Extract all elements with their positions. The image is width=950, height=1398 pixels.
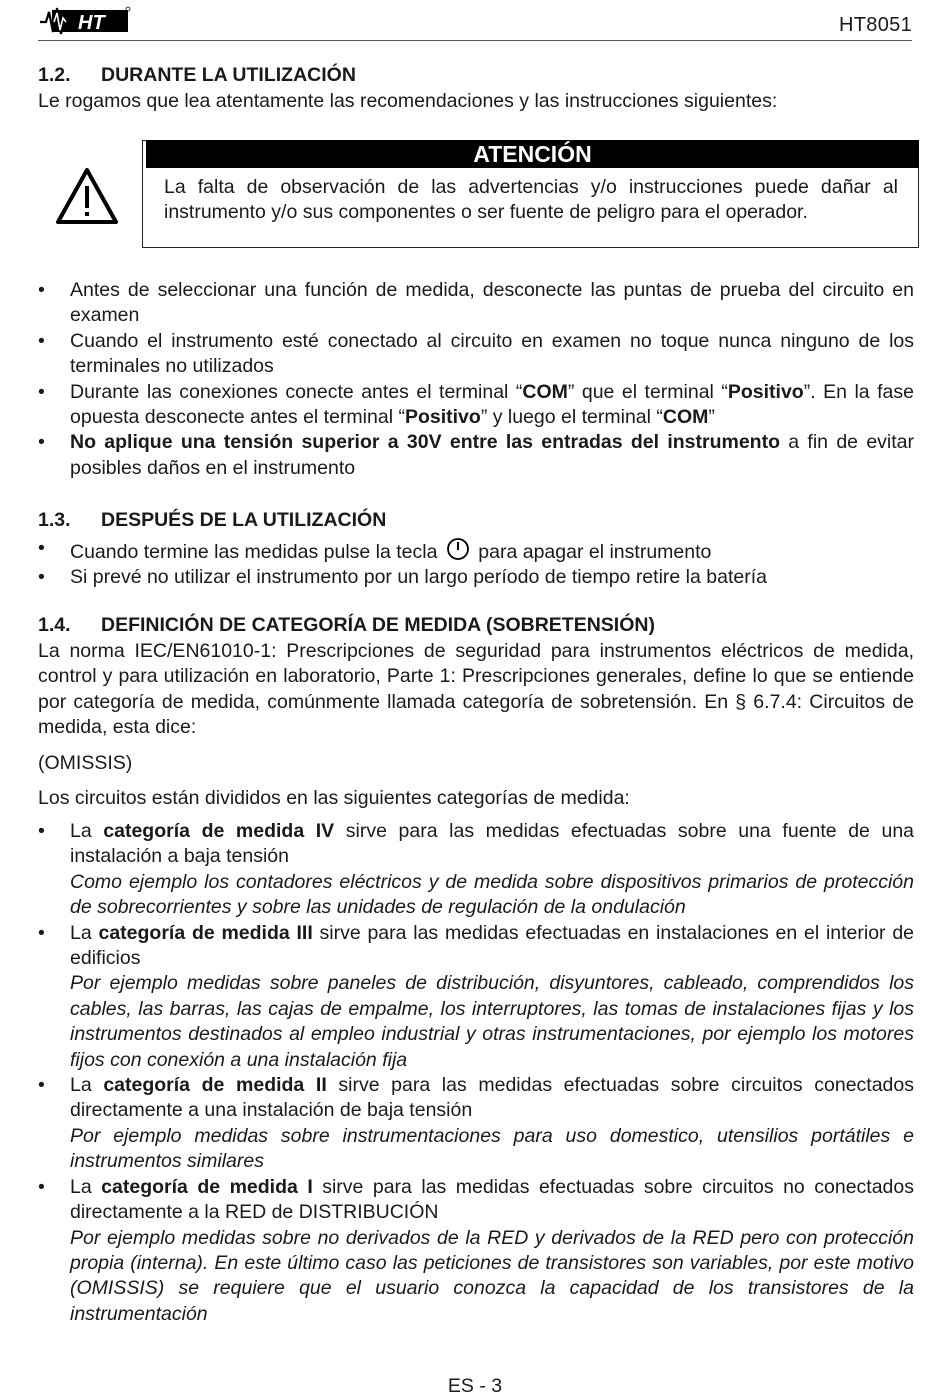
list-item: • Durante las conexiones conecte antes el terminal “COM” que el terminal “Positivo”. En la fase opuesta desconecte antes el terminal “Positivo” y luego el terminal “COM” bbox=[38, 380, 914, 429]
warning-title: ATENCIÓN bbox=[146, 140, 919, 168]
section-title: DURANTE LA UTILIZACIÓN bbox=[101, 64, 356, 86]
usage-bullet-list bbox=[38, 278, 914, 481]
list-item: • Antes de seleccionar una función de medida, desconecte las puntas de prueba del circuito en examen bbox=[38, 279, 914, 327]
list-item: • La categoría de medida III sirve para las medidas efectuadas en instalaciones en el interior de edificios Por ejemplo medidas sobre paneles de distribución, disyuntores, cableado, comprendidos los cables, las barras, las cajas de empalme, los interruptores, las tomas de instalaciones fijas y los instrumentos destinados al empleo industrial y otras instrumentaciones, por ejemplo los motores fijos con conexión a una instalación fija bbox=[38, 921, 914, 1073]
section-number: 1.2. bbox=[38, 64, 71, 86]
example-text: Como ejemplo los contadores eléctricos y de medida sobre dispositivos primarios de protección de sobrecorrientes y sobre las unidades de regulación de la ondulación bbox=[70, 870, 914, 919]
page-number: ES - 3 bbox=[447, 1375, 503, 1397]
section-intro: Le rogamos que lea atentamente las recomendaciones y las instrucciones siguientes: bbox=[38, 90, 778, 112]
list-item: • La categoría de medida II sirve para las medidas efectuadas sobre circuitos conectados directamente a una instalación de baja tensión Por ejemplo medidas sobre instrumentaciones para uso domestico, utensilios portátiles e instrumentos similares bbox=[38, 1073, 914, 1175]
omissis-label: (OMISSIS) bbox=[38, 752, 133, 774]
section-number: 1.4. bbox=[38, 614, 71, 636]
after-use-bullet-list bbox=[38, 536, 914, 591]
paragraph: La norma IEC/EN61010-1: Prescripciones de seguridad para instrumentos eléctricos de medida, control y para utilización en laboratorio, Parte 1: Prescripciones generales, define lo que se entiende por categoría de medida, comúnmente llamada categoría de sobretensión. En § 6.7.4: Circuitos de medida, esta dice: bbox=[38, 640, 914, 739]
paragraph: Los circuitos están divididos en las siguientes categorías de medida: bbox=[38, 787, 630, 809]
list-item: • Cuando termine las medidas pulse la tecla para apagar el instrumento bbox=[38, 537, 712, 563]
warning-text: La falta de observación de las advertencias y/o instrucciones puede dañar al instrumento y/o sus componentes o ser fuente de peligro para el operador. bbox=[164, 176, 898, 224]
example-text: Por ejemplo medidas sobre instrumentaciones para uso domestico, utensilios portátiles e instrumentos similares bbox=[70, 1124, 914, 1173]
section-title: DEFINICIÓN DE CATEGORÍA DE MEDIDA (SOBRETENSIÓN) bbox=[101, 614, 655, 636]
section-heading-1-3 bbox=[38, 509, 386, 532]
warning-triangle-icon bbox=[54, 166, 120, 226]
list-item: • Cuando el instrumento esté conectado al circuito en examen no toque nunca ninguno de los terminales no utilizados bbox=[38, 329, 914, 378]
section-number: 1.3. bbox=[38, 509, 71, 531]
list-item: • La categoría de medida IV sirve para las medidas efectuadas sobre una fuente de una instalación a baja tensión Como ejemplo los contadores eléctricos y de medida sobre dispositivos primarios de protección de sobrecorrientes y sobre las unidades de regulación de la ondulación bbox=[38, 819, 914, 921]
list-item: • Si prevé no utilizar el instrumento por un largo período de tiempo retire la batería bbox=[38, 566, 767, 589]
section-heading-1-4 bbox=[38, 614, 655, 637]
section-title: DESPUÉS DE LA UTILIZACIÓN bbox=[101, 509, 387, 531]
header-divider bbox=[38, 40, 912, 41]
ht-logo bbox=[40, 6, 132, 36]
section-heading-1-2 bbox=[38, 64, 356, 87]
example-text: Por ejemplo medidas sobre paneles de distribución, disyuntores, cableado, comprendidos los cables, las barras, las cajas de empalme, los interruptores, las tomas de instalaciones fijas y los instrumentos destinados al empleo industrial y otras instrumentaciones, por ejemplo los motores fijos con conexión a una instalación fija bbox=[70, 972, 914, 1071]
example-text: Por ejemplo medidas sobre no derivados de la RED y derivados de la RED pero con protección propia (interna). En este último caso las peticiones de transistores son variables, por este motivo (OMISSIS) se requiere que el usuario conozca la capacidad de los transistores de la instrumentación bbox=[70, 1226, 914, 1325]
model-number: HT8051 bbox=[839, 14, 912, 36]
list-item: • No aplique una tensión superior a 30V entre las entradas del instrumento a fin de evitar posibles daños en el instrumento bbox=[38, 431, 914, 479]
category-bullet-list bbox=[38, 819, 914, 1327]
power-icon bbox=[445, 536, 471, 562]
list-item: • La categoría de medida I sirve para las medidas efectuadas sobre circuitos no conectados directamente a la RED de DISTRIBUCIÓN Por ejemplo medidas sobre no derivados de la RED y derivados de la RED pero con protección propia (interna). En este último caso las peticiones de transistores son variables, por este motivo (OMISSIS) se requiere que el usuario conozca la capacidad de los transistores de la instrumentación bbox=[38, 1175, 914, 1327]
svg-text:HT: HT bbox=[78, 12, 105, 34]
